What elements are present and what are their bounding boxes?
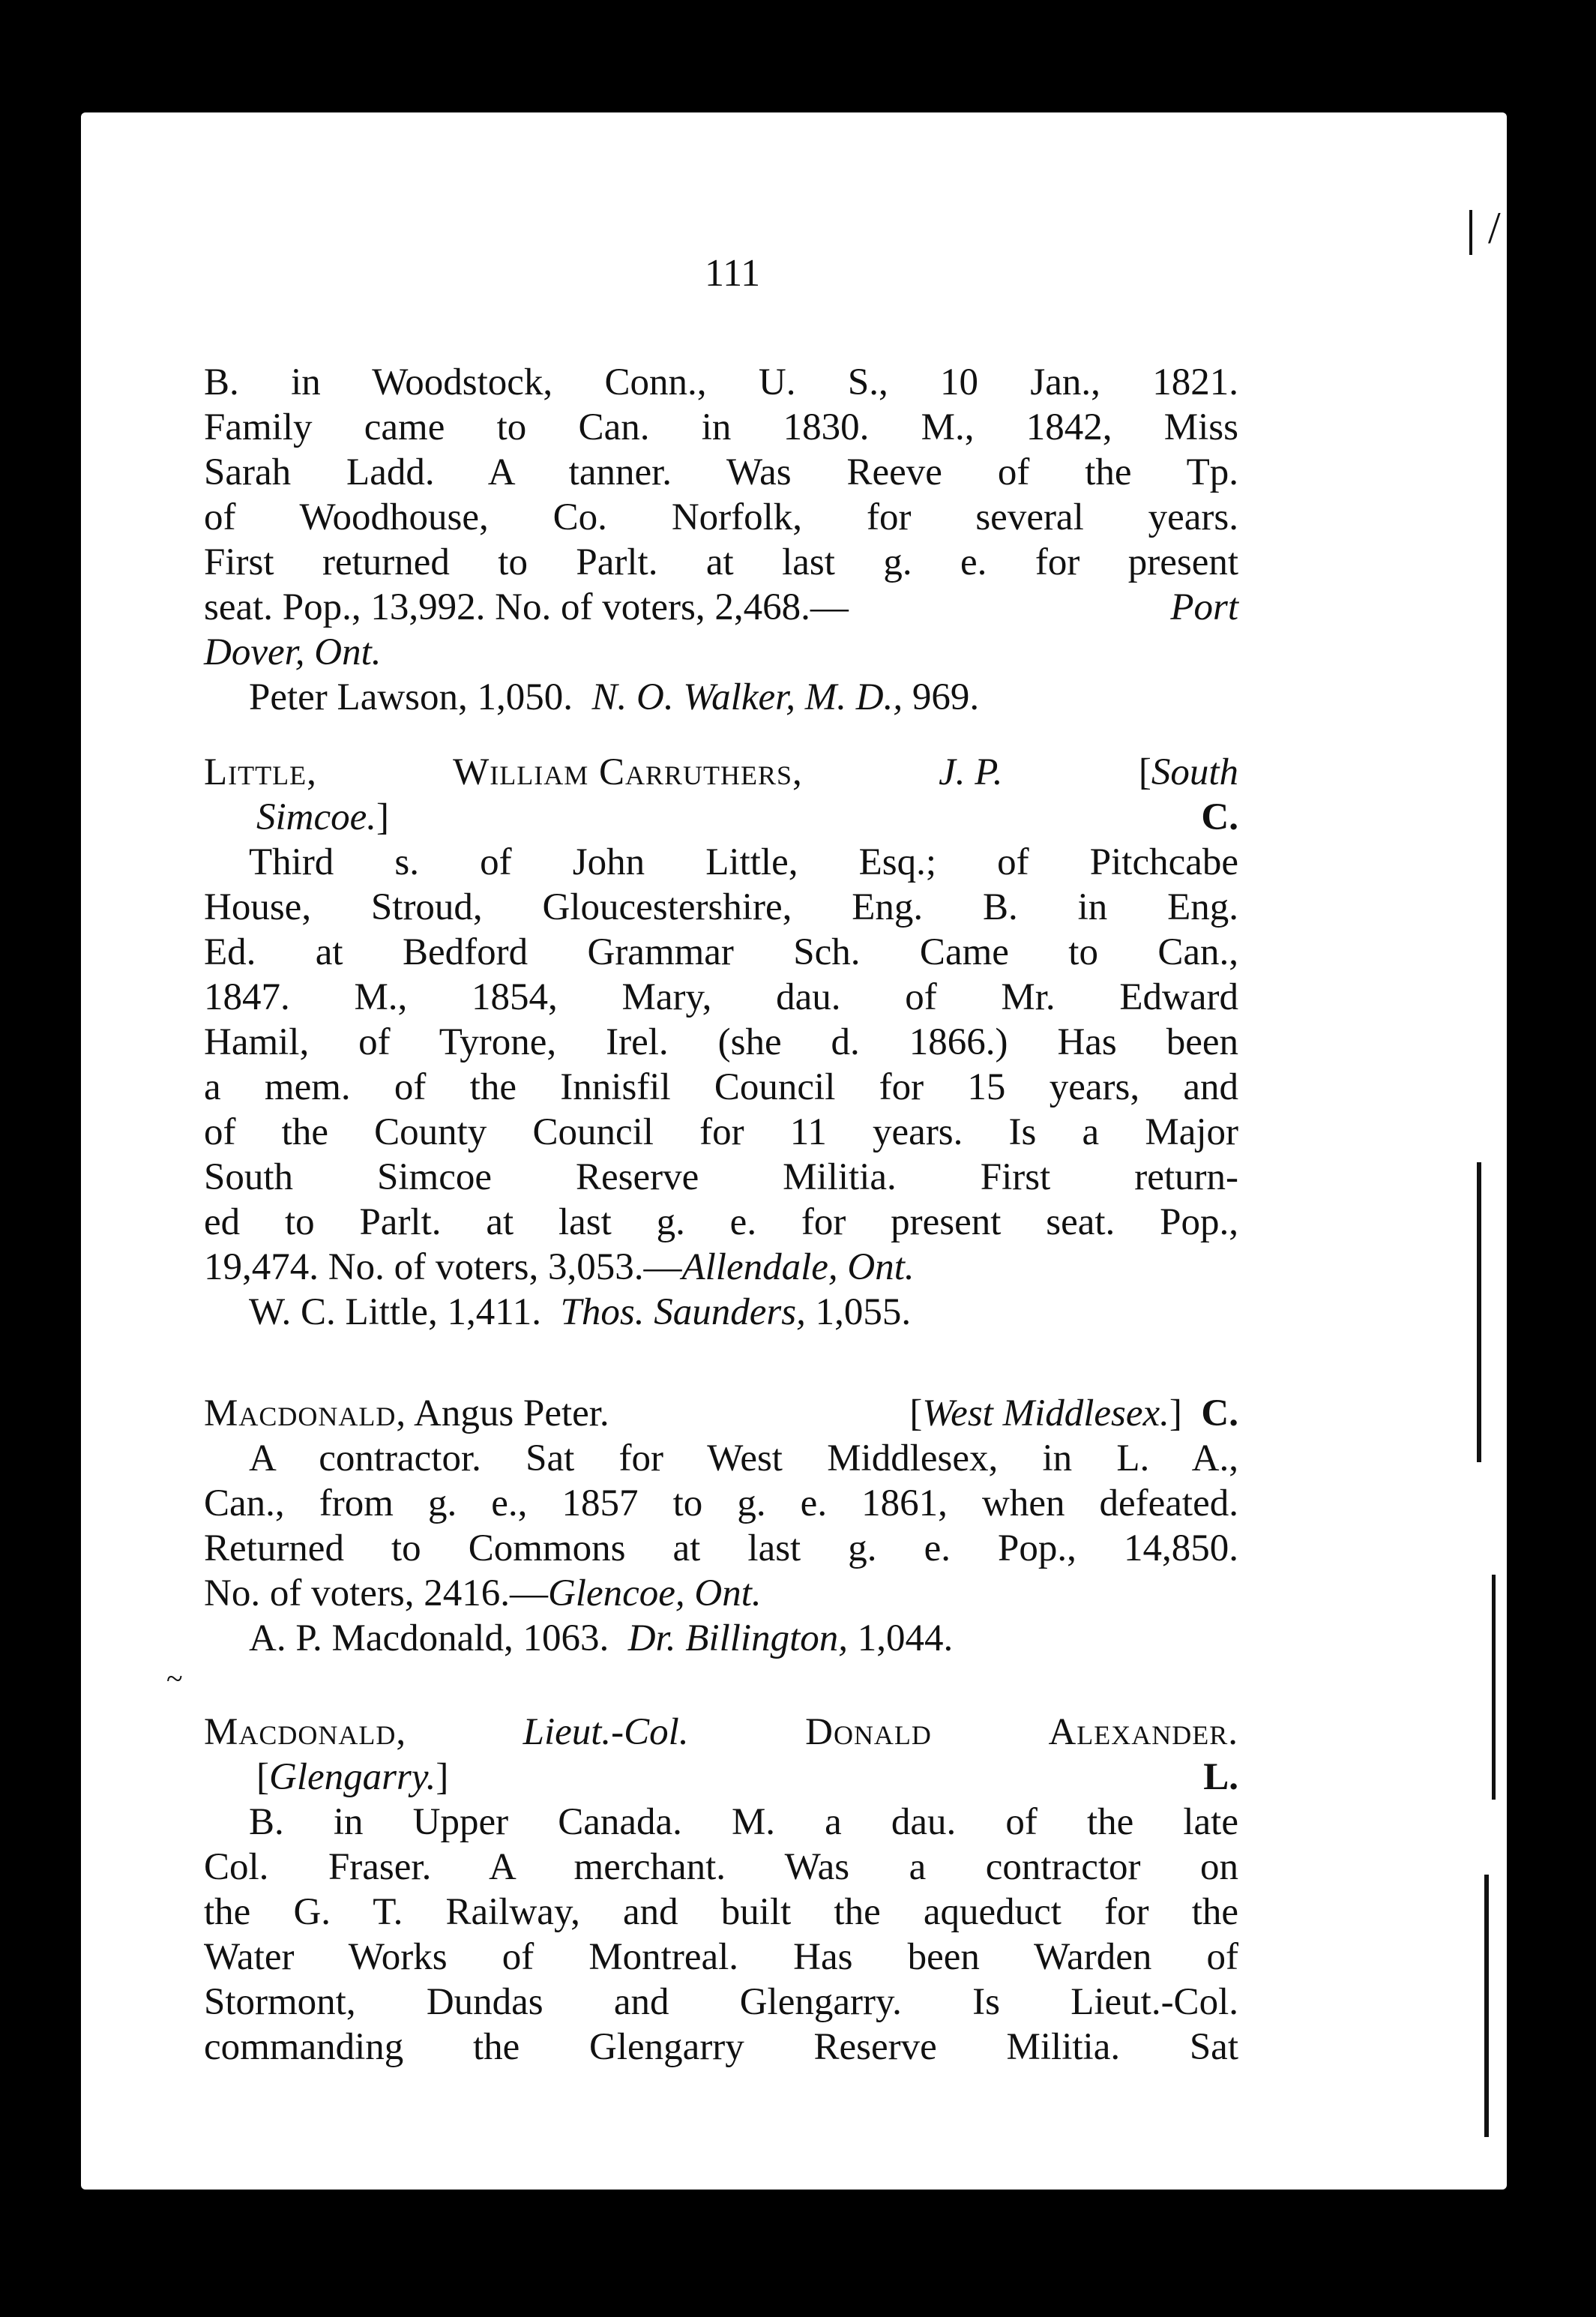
bracket: ]: [376, 796, 390, 838]
constituency-name: South: [1151, 751, 1238, 793]
text-line: A contractor. Sat for West Middlesex, in L. A.,: [249, 1437, 1238, 1479]
entry-heading-cont: [204, 795, 1238, 840]
text-line: [204, 1245, 1238, 1290]
party-label: C.: [1201, 1392, 1238, 1434]
opponent-name: N. O. Walker, M. D.,: [591, 676, 903, 718]
text-line: Hamil, of Tyrone, Irel. (she d. 1866.) Has been: [204, 1021, 1238, 1063]
election-result: [204, 1290, 1238, 1335]
text-line: ed to Parlt. at last g. e. for present seat. Pop.,: [204, 1201, 1238, 1243]
text-line: First returned to Parlt. at last g. e. for present: [204, 541, 1238, 583]
entry-given-names: William Carruthers,: [453, 751, 803, 793]
text-line: of Woodhouse, Co. Norfolk, for several years.: [204, 496, 1238, 538]
party-label: L.: [1203, 1756, 1238, 1798]
text-line: B. in Upper Canada. M. a dau. of the late: [249, 1801, 1238, 1843]
entry-heading: [204, 1710, 1238, 1755]
text-segment: 19,474. No. of voters, 3,053.—: [204, 1246, 682, 1288]
residence-italic: Port: [1170, 586, 1238, 628]
text-line: [204, 585, 1238, 630]
opponent-votes: 969.: [912, 676, 980, 718]
entry-surname: Macdonald,: [204, 1711, 407, 1753]
text-line: the G. T. Railway, and built the aqueduct for the: [204, 1891, 1238, 1933]
entry-macdonald-angus: [204, 1391, 1238, 1661]
constituency: [1139, 750, 1238, 795]
text-line: Water Works of Montreal. Has been Warden of: [204, 1936, 1238, 1978]
election-result: [204, 1616, 1238, 1661]
pencil-mark: ~: [166, 1662, 183, 1695]
entry-rank: Lieut.-Col.: [523, 1711, 689, 1753]
entry-macdonald-donald: [204, 1710, 1238, 2070]
text-line: commanding the Glengarry Reserve Militia. Sat: [204, 2026, 1238, 2068]
winner-votes: Peter Lawson, 1,050.: [249, 676, 573, 718]
text-line: Returned to Commons at last g. e. Pop., 14,850.: [204, 1527, 1238, 1569]
text-line: Sarah Ladd. A tanner. Was Reeve of the Tp.: [204, 451, 1238, 493]
pencil-mark: /: [1488, 203, 1501, 253]
text-line: B. in Woodstock, Conn., U. S., 10 Jan., 1821.: [204, 361, 1238, 403]
entry-little: [204, 750, 1238, 1335]
constituency-cont: [256, 795, 389, 840]
text-segment: No. of voters, 2416.—: [204, 1572, 548, 1614]
opponent-name: Thos. Saunders,: [560, 1291, 806, 1333]
constituency-name: Simcoe.: [256, 796, 377, 838]
entry-walker-continuation: [204, 360, 1238, 720]
text-line: Third s. of John Little, Esq.; of Pitchcabe: [249, 841, 1238, 883]
text-line: a mem. of the Innisfil Council for 15 years, and: [204, 1066, 1238, 1108]
constituency-name: Glengarry.: [268, 1756, 436, 1798]
entry-given-names: Donald: [805, 1711, 932, 1753]
entry-surname: Macdonald,: [204, 1392, 407, 1434]
text-line: Ed. at Bedford Grammar Sch. Came to Can.,: [204, 931, 1238, 973]
winner-votes: W. C. Little, 1,411.: [249, 1291, 542, 1333]
election-result: [204, 675, 1238, 720]
entry-name: [204, 1391, 609, 1436]
entry-heading: [204, 750, 1238, 795]
text-line: 1847. M., 1854, Mary, dau. of Mr. Edward: [204, 976, 1238, 1018]
entry-heading: [204, 1391, 1238, 1436]
opponent-votes: 1,055.: [815, 1291, 912, 1333]
party-label: C.: [1201, 796, 1238, 838]
page-number: 111: [705, 252, 761, 295]
opponent-votes: 1,044.: [857, 1617, 954, 1659]
text-line: Stormont, Dundas and Glengarry. Is Lieut.-Col.: [204, 1981, 1238, 2023]
entry-given-names: Alexander.: [1048, 1711, 1238, 1753]
text-segment: seat. Pop., 13,992. No. of voters, 2,468.—: [204, 586, 849, 628]
residence-italic: Allendale, Ont.: [681, 1246, 915, 1288]
text-line: Col. Fraser. A merchant. Was a contractor on: [204, 1846, 1238, 1888]
constituency-name: West Middlesex.: [922, 1392, 1169, 1434]
text-line: Family came to Can. in 1830. M., 1842, Miss: [204, 406, 1238, 448]
constituency: [Glengarry.]: [256, 1756, 449, 1798]
text-line: of the County Council for 11 years. Is a Major: [204, 1111, 1238, 1153]
entry-title: J. P.: [939, 751, 1003, 793]
page-edge-artifacts: [1454, 150, 1507, 2175]
text-line: South Simcoe Reserve Militia. First return-: [204, 1156, 1238, 1198]
residence-italic: Dover, Ont.: [204, 631, 382, 673]
opponent-name: Dr. Billington,: [627, 1617, 848, 1659]
entry-surname: Little,: [204, 751, 317, 793]
residence-italic: Glencoe, Ont.: [547, 1572, 762, 1614]
constituency: [West Middlesex.] C.: [909, 1392, 1238, 1434]
winner-votes: A. P. Macdonald, 1063.: [249, 1617, 609, 1659]
entry-heading-cont: [204, 1755, 1238, 1800]
bracket: [: [1138, 751, 1151, 793]
text-line: [204, 1571, 1238, 1616]
text-line: House, Stroud, Gloucestershire, Eng. B. in Eng.: [204, 886, 1238, 928]
text-line: Can., from g. e., 1857 to g. e. 1861, when defeated.: [204, 1482, 1238, 1524]
entry-given-names: Angus Peter.: [414, 1392, 609, 1434]
